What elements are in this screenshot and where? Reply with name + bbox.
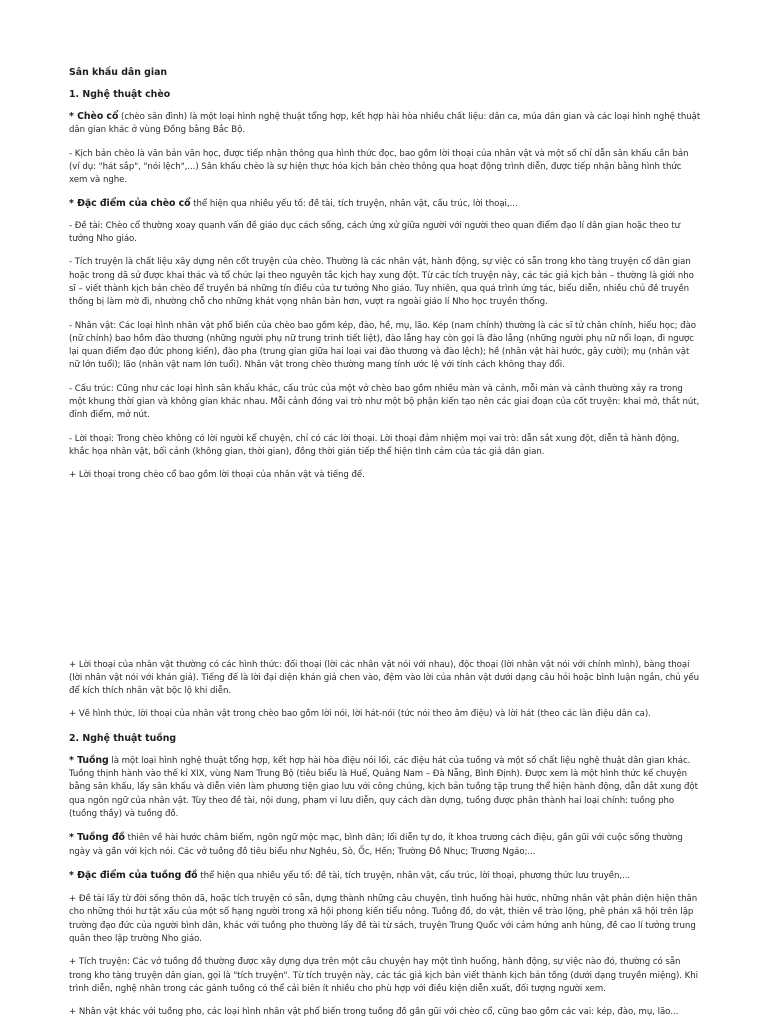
paragraph-text: thiên về hài hước châm biếm, ngôn ngữ mộc mạc, bình dân; lối diễn tự do, ít khoa trương cách điệu, gần gũi với cuộc sống thường ngày và gần với kịch nói. Các vở tuồng đồ tiêu biểu như Nghêu, Sò, Ốc, Hến; Trường Đồ Nhục; Trương Ngáo;...	[69, 833, 683, 857]
paragraph-text: là một loại hình nghệ thuật tổng hợp, kết hợp hài hòa điệu nói lối, các điệu hát của tuồng và một số chất liệu nghệ thuật dân gian khác. Tuồng thịnh hành vào thế kỉ XIX, vùng Nam Trung Bộ (tiêu biểu là Huế, Quảng Nam – Đà Nẵng, Bình Định). Được xem là một hình thức kế chuyện bằng sân khấu, lấy sân khấu và diễn viên làm phương tiện giao lưu với công chúng, kịch bản tuồng tập trung thể hiện hành động, dẫn dắt xung đột qua ngôn ngữ của nhân vật. Tùy theo đề tài, nội dung, phạm vi lưu diễn, quy cách dàn dựng, tuồng được phân thành hai loại chính: tuồng pho (tuồng thầy) và tuồng đồ.	[69, 755, 698, 819]
paragraph	[69, 754, 701, 821]
paragraph: + Về hình thức, lời thoại của nhân vật trong chèo bao gồm lời nói, lời hát-nói (tức nói theo âm điệu) và lời hát (theo các làn điệu dân ca).	[69, 709, 651, 720]
paragraph: + Đề tài lấy từ đời sống thôn dã, hoặc tích truyện có sẵn, dựng thành những câu chuyện, tình huống hài hước, những nhân vật phản diện hiện thân cho những thói hư tật xấu của một số hạng người trong xã hội phong kiến tiểu nông. Tuồng đồ, do vật, thiên về trào lộng, phê phán xã hội trên lập trường đạo đức của người bình dân, khác với tuồng pho thường lấy đề tài từ sách, truyện Trung Quốc với cảm hứng anh hùng, đề cao lí tưởng trung quân theo lập trường Nho giáo.	[69, 894, 698, 944]
section-heading-tuong: 2. Nghệ thuật tuồng	[69, 732, 177, 744]
paragraph	[69, 197, 701, 211]
paragraph	[69, 869, 701, 883]
lead-term: * Đặc điểm của tuồng đồ	[69, 869, 198, 881]
paragraph: - Nhân vật: Các loại hình nhân vật phổ biến của chèo bao gồm kép, đào, hề, mụ, lão. Kép (nam chính) thường là các sĩ tử chân chính, hiếu học; đào (nữ chính) bao hồm đào thương (những người phụ nữ trung trinh tiết liệt), đào lẳng hay còn gọi là đào lẳng (những người phụ nữ nổi loạn, đi ngược lại quan điểm đạo đức phong kiến), đào pha (trung gian giữa hai loại vai đào thương và đào lệch); hề (nhân vật hài hước, gây cười); mụ (nhân vật nữ lớn tuổi); lão (nhân vật nam lớn tuổi). Nhân vật trong chèo thường mang tính ước lệ với tính cách không thay đổi.	[69, 320, 697, 371]
paragraph: - Lời thoại: Trong chèo không có lời người kể chuyện, chỉ có các lời thoại. Lời thoại đảm nhiệm mọi vai trò: dẫn sắt xung đột, diễn tả hành động, khắc họa nhân vật, bối cảnh (không gian, thời gian), đồng thời gián tiếp thể hiện tình cảm của tác giả dân gian.	[69, 433, 680, 457]
paragraph	[69, 110, 701, 138]
lead-term: * Tuồng đồ	[69, 832, 125, 844]
paragraph-text: thể hiện qua nhiều yếu tố: đề tài, tích truyện, nhân vật, cấu trúc, lời thoại, phương thức lưu truyền,...	[197, 870, 631, 881]
lead-term: * Chèo cổ	[69, 111, 119, 122]
section-heading-cheo: 1. Nghệ thuật chèo	[69, 89, 171, 100]
lead-term: * Đặc điểm của chèo cổ	[69, 198, 191, 210]
paragraph: - Cấu trúc: Cũng như các loại hình sân khấu khác, cấu trúc của một vở chèo bao gồm nhiều màn và cảnh, mỗi màn và cảnh thường xảy ra trong một khung thời gian và không gian khác nhau. Mỗi cảnh đóng vai trò như một bộ phận kiến tạo nên các giai đoạn của cốt truyện: khai mở, thắt nút, đỉnh điểm, mở nút.	[69, 383, 700, 421]
paragraph: + Tích truyện: Các vở tuồng đồ thường được xây dựng dựa trên một câu chuyện hay một tình huống, hành động, sự việc nào đó, thường có sẵn trong kho tàng truyện dân gian, gọi là "tích truyện". Từ tích truyện này, các tác giả kịch bản viết thành kịch bản tồng (dưới dạng truyền miệng). Khi trình diễn, nghệ nhân trong các gánh tuồng có thể cải biên ít nhiều cho phù hợp với điều kiện diễn xuất, đối tượng người xem.	[69, 957, 698, 994]
paragraph	[69, 831, 701, 859]
paragraph-text: (chèo sân đình) là một loại hình nghệ thuật tổng hợp, kết hợp hài hòa nhiều chất liệu: dân ca, múa dân gian và các loại hình nghệ thuật dân gian khác ở vùng Đồng bằng Bắc Bộ.	[69, 112, 701, 136]
document-title: Sân khấu dân gian	[69, 67, 168, 78]
paragraph: - Đề tài: Chèo cổ thường xoay quanh vấn đề giáo dục cách sống, cách ứng xử giữa người với người theo quan điểm đạo lí dân gian hoặc theo tư tưởng Nho giáo.	[69, 220, 681, 245]
lead-term: * Tuồng	[69, 754, 109, 766]
paragraph-text: thể hiện qua nhiều yếu tố: đề tài, tích truyện, nhân vật, cấu trúc, lời thoại,...	[190, 199, 518, 210]
document-page	[69, 66, 701, 1029]
blank-space	[69, 493, 701, 659]
paragraph: - Kịch bản chèo là văn bản văn học, được tiếp nhận thông qua hình thức đọc, bao gồm lời thoại của nhân vật và một số chỉ dẫn sân khấu cần bản (ví dụ: "hát sắp", "nói lệch",...) Sân khấu chèo là sự hiện thực hóa kịch bản chèo thông qua hoạt động trình diễn, được tiếp nhận bằng hình thức xem và nghe.	[69, 148, 689, 186]
paragraph: - Tích truyện là chất liệu xây dựng nên cốt truyện của chèo. Thường là các nhân vật, hành động, sự việc có sẵn trong kho tàng truyện cổ dân gian hoặc trong dã sử được khai thác và tổ chức lại theo nguyên tắc kịch hay xung đột. Từ các tích truyện này, các tác giả kịch bản – thường là giới nho sĩ – viết thành kịch bản chèo để truyền bá những tín điều của tư tưởng Nho giáo. Tuy nhiên, qua quá trình ứng tác, biểu diễn, nhiều chủ đề truyền thống bị làm mờ đi, nhường chỗ cho những khát vọng nhân bản hơn, vượt ra ngoài giáo lí Nho học truyền thống.	[69, 257, 694, 308]
paragraph: + Lời thoại của nhân vật thường có các hình thức: đối thoại (lời các nhân vật nói với nhau), độc thoại (lời nhân vật nói với chính mình), bàng thoại (lời nhân vật nói với khán giả). Tiếng đế là lời đại diện khán giả chen vào, đệm vào lời của nhân vật dưới dạng câu hỏi hoặc bình luận ngắn, chủ yếu để kích thích nhân vật bộc lộ khi diễn.	[69, 659, 700, 697]
paragraph: + Nhân vật khác với tuồng pho, các loại hình nhân vật phổ biến trong tuồng đồ gần gũi với chèo cổ, cũng bao gồm các vai: kép, đào, mụ, lão...	[69, 1007, 679, 1018]
paragraph: + Lời thoại trong chèo cổ bao gồm lời thoại của nhân vật và tiếng đế.	[69, 470, 365, 481]
